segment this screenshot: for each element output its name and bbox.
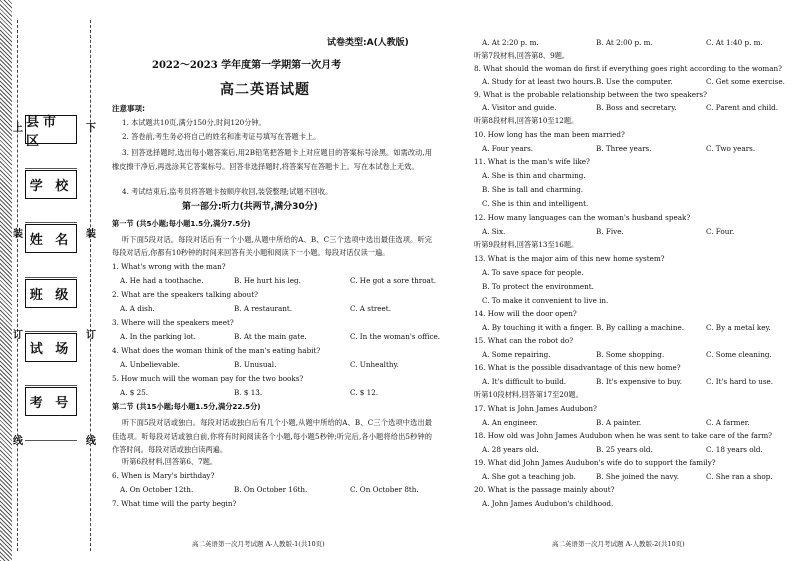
note-item: 2. 答卷前,考生务必将自己的姓名和准考证号填写在答题卡上。 — [122, 132, 321, 141]
option-14b: B. By calling a machine. — [596, 323, 684, 332]
option-20a: A. John James Audubon's childhood. — [482, 499, 614, 508]
option-18a: A. 28 years old. — [482, 445, 539, 454]
option-19a: A. She got a teaching job. — [482, 472, 576, 481]
option-11a: A. She is thin and charming. — [482, 171, 586, 180]
margin-word-top-right: 下 — [86, 123, 96, 134]
option-7a: A. At 2:20 p. m. — [482, 38, 539, 47]
subject-title: 高二英语试题 — [220, 82, 310, 98]
field-class: 班 级 — [25, 279, 77, 308]
material-note-9: 听第9段材料,回答第13至16题。 — [474, 240, 579, 249]
option-12b: B. Five. — [596, 227, 624, 236]
question-1: 1. What's wrong with the man? — [112, 262, 226, 271]
option-17a: A. An engineer. — [482, 418, 538, 427]
question-6: 6. When is Mary's birthday? — [112, 471, 215, 480]
material-note-10: 听第10段材料,回答第17至20题。 — [474, 390, 583, 399]
option-16c: C. It's hard to use. — [706, 377, 774, 386]
exam-name: 2022～2023 学年度第一学期第一次月考 — [152, 60, 342, 71]
section1-title: 第一节 (共5小题;每小题1.5分,满分7.5分) — [112, 219, 251, 228]
option-1c: C. He got a sore throat. — [350, 276, 437, 285]
note-item: 4. 考试结束后,监考员将答题卡按顺序收回,装袋整理;试题不回收。 — [122, 187, 333, 196]
option-5b: B. $ 13. — [234, 388, 263, 397]
question-13: 13. What is the major aim of this new home system? — [474, 254, 665, 263]
option-18b: B. 25 years old. — [596, 445, 653, 454]
question-14: 14. How will the door open? — [474, 309, 577, 318]
option-3a: A. In the parking lot. — [120, 332, 196, 341]
option-7c: C. At 1:40 p. m. — [706, 38, 763, 47]
option-10c: C. Two years. — [706, 144, 756, 153]
option-5c: C. $ 12. — [350, 388, 379, 397]
option-2c: C. A street. — [350, 304, 391, 313]
question-3: 3. Where will the speakers meet? — [112, 318, 234, 327]
option-17c: C. A farmer. — [706, 418, 750, 427]
question-11: 11. What is the man's wife like? — [474, 157, 590, 166]
question-18: 18. How old was John James Audubon when he was sent to take care of the farm? — [474, 431, 773, 440]
option-1b: B. He hurt his leg. — [234, 276, 301, 285]
option-11c: C. She is thin and intelligent. — [482, 199, 589, 208]
question-12: 12. How many languages can the woman's husband speak? — [474, 213, 691, 222]
option-19b: B. She joined the navy. — [596, 472, 679, 481]
option-15b: B. Some shopping. — [596, 350, 665, 359]
seal-line-left — [17, 20, 18, 551]
question-9: 9. What is the probable relationship between the two speakers? — [474, 90, 707, 99]
note-item: 1. 本试题共10页,满分150分,时间120分钟。 — [122, 118, 266, 127]
material-note-6: 听第6段材料,回答第6、7题。 — [122, 457, 218, 466]
option-13c: C. To make it convenient to live in. — [482, 296, 609, 305]
option-9b: B. Boss and secretary. — [596, 103, 677, 112]
option-6b: B. On October 16th. — [234, 485, 308, 494]
field-name-line — [25, 277, 77, 278]
paper-type: 试卷类型:A(人教版) — [327, 38, 409, 48]
question-2: 2. What are the speakers talking about? — [112, 290, 259, 299]
option-1a: A. He had a toothache. — [120, 276, 204, 285]
option-14a: A. By touching it with a finger. — [482, 323, 594, 332]
option-3c: C. In the woman's office. — [350, 332, 441, 341]
question-8: 8. What should the woman do first if everything goes right according to the woman? — [474, 64, 782, 73]
option-15c: C. Some cleaning. — [706, 350, 772, 359]
question-20: 20. What is the passage mainly about? — [474, 485, 615, 494]
margin-word-top-left: 上 — [13, 123, 23, 134]
field-room-line — [25, 385, 77, 386]
option-17b: B. A painter. — [596, 418, 642, 427]
question-17: 17. What is John James Audubon? — [474, 404, 597, 413]
question-4: 4. What does the woman think of the man's eating habit? — [112, 346, 321, 355]
option-11b: B. She is tall and charming. — [482, 185, 584, 194]
field-county: 县市区 — [25, 115, 77, 144]
option-2a: A. A dish. — [120, 304, 155, 313]
option-15a: A. Some repairing. — [482, 350, 551, 359]
note-item: 3. 回答选择题时,选出每小题答案后,用2B铅笔把答题卡上对应题目的答案标号涂黑。如需改动,用橡皮擦干净后,再选涂其它答案标号。回答非选择题时,将答案写在答题卡上。写在本试卷上无效。 — [112, 148, 432, 171]
option-6c: C. On October 8th. — [350, 485, 419, 494]
page-1-footer: 高二英语第一次月考试题 A-人教版-1(共10页) — [192, 540, 325, 548]
option-5a: A. $ 25. — [120, 388, 149, 397]
option-18c: C. 18 years old. — [706, 445, 763, 454]
hatch-pattern — [0, 0, 12, 561]
seal-line-right — [90, 20, 91, 551]
question-7: 7. What time will the party begin? — [112, 499, 237, 508]
option-12a: A. Six. — [482, 227, 506, 236]
page-2-column — [474, 0, 784, 561]
margin-word-seal-left: 装 — [13, 229, 23, 240]
option-12c: C. Four. — [706, 227, 735, 236]
option-16b: B. It's expensive to buy. — [596, 377, 683, 386]
option-10a: A. Four years. — [482, 144, 534, 153]
part1-title: 第一部分:听力(共两节,满分30分) — [182, 202, 318, 212]
page-1-column — [112, 0, 441, 561]
option-6a: A. On October 12th. — [120, 485, 194, 494]
option-9c: C. Parent and child. — [706, 103, 779, 112]
option-4a: A. Unbelievable. — [120, 360, 180, 369]
option-9a: A. Visitor and guide. — [482, 103, 557, 112]
margin-word-line-left: 线 — [13, 436, 23, 447]
section2-instructions: 听下面5段对话或独白。每段对话或独白后有几个小题,从题中所给的A、B、C三个选项中选出最佳选项。听每段对话或独白前,你将有时间阅读各个小题,每小题5秒钟;听完后,各小题将给出5秒钟的作答时间。每段对话或独白读两遍。 — [112, 418, 432, 455]
material-note-7: 听第7段材料,回答第8、9题。 — [474, 51, 570, 60]
margin-word-order-left: 订 — [13, 330, 23, 341]
option-7b: B. At 2:00 p. m. — [596, 38, 653, 47]
option-13b: B. To protect the environment. — [482, 282, 594, 291]
section1-instructions: 听下面5段对话。每段对话后有一个小题,从题中所给的A、B、C三个选项中选出最佳选项。听完每段对话后,你都有10秒钟的时间来回答有关小题和阅读下一小题。每段对话仅读一遍。 — [112, 235, 432, 258]
margin-word-order-right: 订 — [86, 330, 96, 341]
margin-word-line-right: 线 — [86, 436, 96, 447]
field-county-line — [25, 168, 77, 169]
material-note-8: 听第8段材料,回答第10至12题。 — [474, 116, 579, 125]
section2-title: 第二节 (共15小题;每小题1.5分,满分22.5分) — [112, 402, 261, 411]
option-8c: C. Get some exercise. — [706, 77, 785, 86]
field-exam-number-line — [25, 440, 77, 441]
option-3b: B. At the main gate. — [234, 332, 307, 341]
page-2-footer: 高二英语第一次月考试题 A-人教版-2(共10页) — [552, 540, 685, 548]
option-13a: A. To save space for people. — [482, 268, 584, 277]
question-19: 19. What did John James Audubon's wife do to support the family? — [474, 458, 716, 467]
field-name: 姓 名 — [25, 224, 77, 253]
field-school: 学 校 — [25, 170, 77, 199]
option-14c: C. By a metal key. — [706, 323, 771, 332]
option-4b: B. Unusual. — [234, 360, 277, 369]
option-2b: B. A restaurant. — [234, 304, 293, 313]
notes-heading: 注意事项: — [112, 104, 145, 113]
field-room: 试 场 — [25, 333, 77, 362]
option-19c: C. She ran a shop. — [706, 472, 773, 481]
question-5: 5. How much will the woman pay for the two books? — [112, 374, 304, 383]
field-exam-number: 考 号 — [25, 387, 77, 416]
margin-word-seal-right: 装 — [86, 229, 96, 240]
option-16a: A. It's difficult to build. — [482, 377, 567, 386]
question-15: 15. What can the robot do? — [474, 336, 574, 345]
field-class-line — [25, 331, 77, 332]
option-8b: B. Use the computer. — [596, 77, 673, 86]
question-16: 16. What is the possible disadvantage of this new home? — [474, 363, 681, 372]
option-10b: B. Three years. — [596, 144, 652, 153]
option-4c: C. Unhealthy. — [350, 360, 399, 369]
option-8a: A. Study for at least two hours. — [482, 77, 596, 86]
field-school-line — [25, 222, 77, 223]
binding-margin — [0, 0, 100, 561]
question-10: 10. How long has the man been married? — [474, 130, 625, 139]
